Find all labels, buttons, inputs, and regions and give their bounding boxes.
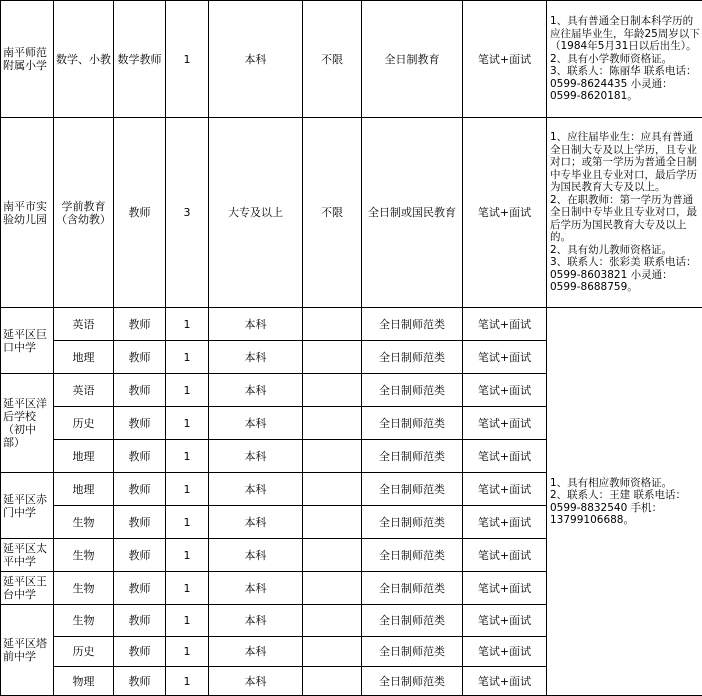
subject-cell: 地理 [54, 341, 114, 374]
count-cell: 1 [166, 572, 209, 605]
count-cell: 1 [166, 308, 209, 341]
position-cell: 教师 [114, 667, 166, 696]
major-cell [303, 667, 362, 696]
subject-cell: 地理 [54, 440, 114, 473]
unit-cell: 延平区赤门中学 [1, 473, 54, 539]
table-row [1, 308, 702, 341]
position-cell: 教师 [114, 374, 166, 407]
exam-cell: 笔试+面试 [463, 1, 547, 118]
education-cell: 本科 [209, 605, 303, 637]
count-cell: 1 [166, 341, 209, 374]
major-cell [303, 506, 362, 539]
position-cell: 教师 [114, 572, 166, 605]
study-form-cell: 全日制或国民教育 [362, 118, 463, 308]
major-cell: 不限 [303, 1, 362, 118]
count-cell: 1 [166, 473, 209, 506]
position-cell: 教师 [114, 637, 166, 667]
education-cell: 本科 [209, 308, 303, 341]
study-form-cell: 全日制师范类 [362, 667, 463, 696]
requirement-line: 2、联系人：王建 联系电话：0599-8832540 手机：13799106688。 [550, 489, 700, 527]
study-form-cell: 全日制师范类 [362, 637, 463, 667]
education-cell: 本科 [209, 539, 303, 572]
major-cell [303, 539, 362, 572]
requirements-cell [547, 1, 702, 118]
position-cell: 教师 [114, 605, 166, 637]
education-cell: 本科 [209, 637, 303, 667]
study-form-cell: 全日制师范类 [362, 440, 463, 473]
position-cell: 教师 [114, 118, 166, 308]
unit-cell: 延平区巨口中学 [1, 308, 54, 374]
subject-cell: 数学、小教 [54, 1, 114, 118]
requirement-line: 2、具有幼儿教师资格证。 [550, 244, 700, 257]
exam-cell: 笔试+面试 [463, 341, 547, 374]
education-cell: 本科 [209, 1, 303, 118]
table-row [1, 1, 702, 118]
subject-cell: 地理 [54, 473, 114, 506]
major-cell [303, 440, 362, 473]
unit-cell: 南平师范附属小学 [1, 1, 54, 118]
unit-cell: 延平区王台中学 [1, 572, 54, 605]
education-cell: 大专及以上 [209, 118, 303, 308]
count-cell: 1 [166, 539, 209, 572]
major-cell [303, 473, 362, 506]
requirement-line: 3、联系人：张彩美 联系电话：0599-8603821 小灵通：0599-8688759。 [550, 256, 700, 294]
count-cell: 1 [166, 667, 209, 696]
requirement-line: 1、具有普通全日制本科学历的应往届毕业生，年龄25周岁以下（1984年5月31日以后出生）。 [550, 15, 700, 53]
count-cell: 1 [166, 440, 209, 473]
unit-cell: 延平区塔前中学 [1, 605, 54, 696]
unit-cell: 延平区洋后学校（初中部） [1, 374, 54, 473]
education-cell: 本科 [209, 374, 303, 407]
education-cell: 本科 [209, 506, 303, 539]
study-form-cell: 全日制师范类 [362, 407, 463, 440]
education-cell: 本科 [209, 473, 303, 506]
education-cell: 本科 [209, 407, 303, 440]
major-cell: 不限 [303, 118, 362, 308]
study-form-cell: 全日制师范类 [362, 308, 463, 341]
major-cell [303, 605, 362, 637]
requirement-line: 1、应往届毕业生：应具有普通全日制大专及以上学历，且专业对口；或第一学历为普通全日制中专毕业且专业对口，最后学历为国民教育大专及以上。 [550, 131, 700, 194]
exam-cell: 笔试+面试 [463, 667, 547, 696]
study-form-cell: 全日制师范类 [362, 374, 463, 407]
requirement-line: 3、联系人：陈丽华 联系电话：0599-8624435 小灵通：0599-8620181。 [550, 65, 700, 103]
subject-cell: 物理 [54, 667, 114, 696]
education-cell: 本科 [209, 572, 303, 605]
position-cell: 教师 [114, 506, 166, 539]
count-cell: 1 [166, 1, 209, 118]
major-cell [303, 407, 362, 440]
exam-cell: 笔试+面试 [463, 539, 547, 572]
position-cell: 教师 [114, 539, 166, 572]
count-cell: 1 [166, 605, 209, 637]
requirement-line: 2、具有小学教师资格证。 [550, 53, 700, 66]
study-form-cell: 全日制师范类 [362, 506, 463, 539]
study-form-cell: 全日制师范类 [362, 341, 463, 374]
subject-cell: 生物 [54, 605, 114, 637]
education-cell: 本科 [209, 440, 303, 473]
study-form-cell: 全日制师范类 [362, 539, 463, 572]
position-cell: 教师 [114, 440, 166, 473]
exam-cell: 笔试+面试 [463, 118, 547, 308]
subject-cell: 英语 [54, 308, 114, 341]
education-cell: 本科 [209, 341, 303, 374]
exam-cell: 笔试+面试 [463, 440, 547, 473]
subject-cell: 生物 [54, 506, 114, 539]
subject-cell: 生物 [54, 572, 114, 605]
exam-cell: 笔试+面试 [463, 572, 547, 605]
count-cell: 3 [166, 118, 209, 308]
study-form-cell: 全日制师范类 [362, 605, 463, 637]
position-cell: 教师 [114, 407, 166, 440]
requirements-cell [547, 308, 702, 696]
education-cell: 本科 [209, 667, 303, 696]
study-form-cell: 全日制教育 [362, 1, 463, 118]
position-cell: 教师 [114, 341, 166, 374]
exam-cell: 笔试+面试 [463, 637, 547, 667]
major-cell [303, 572, 362, 605]
requirement-line: 1、具有相应教师资格证。 [550, 477, 700, 490]
requirement-line: 2、在职教师：第一学历为普通全日制中专毕业且专业对口，最后学历为国民教育大专及以上的。 [550, 194, 700, 244]
major-cell [303, 308, 362, 341]
study-form-cell: 全日制师范类 [362, 473, 463, 506]
subject-cell: 生物 [54, 539, 114, 572]
position-cell: 数学教师 [114, 1, 166, 118]
count-cell: 1 [166, 637, 209, 667]
subject-cell: 英语 [54, 374, 114, 407]
exam-cell: 笔试+面试 [463, 473, 547, 506]
subject-cell: 历史 [54, 637, 114, 667]
position-cell: 教师 [114, 473, 166, 506]
subject-cell: 学前教育（含幼教） [54, 118, 114, 308]
count-cell: 1 [166, 407, 209, 440]
major-cell [303, 374, 362, 407]
exam-cell: 笔试+面试 [463, 605, 547, 637]
study-form-cell: 全日制师范类 [362, 572, 463, 605]
unit-cell: 南平市实验幼儿园 [1, 118, 54, 308]
count-cell: 1 [166, 506, 209, 539]
count-cell: 1 [166, 374, 209, 407]
requirements-cell [547, 118, 702, 308]
exam-cell: 笔试+面试 [463, 308, 547, 341]
position-cell: 教师 [114, 308, 166, 341]
table-row [1, 118, 702, 308]
major-cell [303, 341, 362, 374]
unit-cell: 延平区太平中学 [1, 539, 54, 572]
exam-cell: 笔试+面试 [463, 506, 547, 539]
major-cell [303, 637, 362, 667]
subject-cell: 历史 [54, 407, 114, 440]
exam-cell: 笔试+面试 [463, 407, 547, 440]
exam-cell: 笔试+面试 [463, 374, 547, 407]
